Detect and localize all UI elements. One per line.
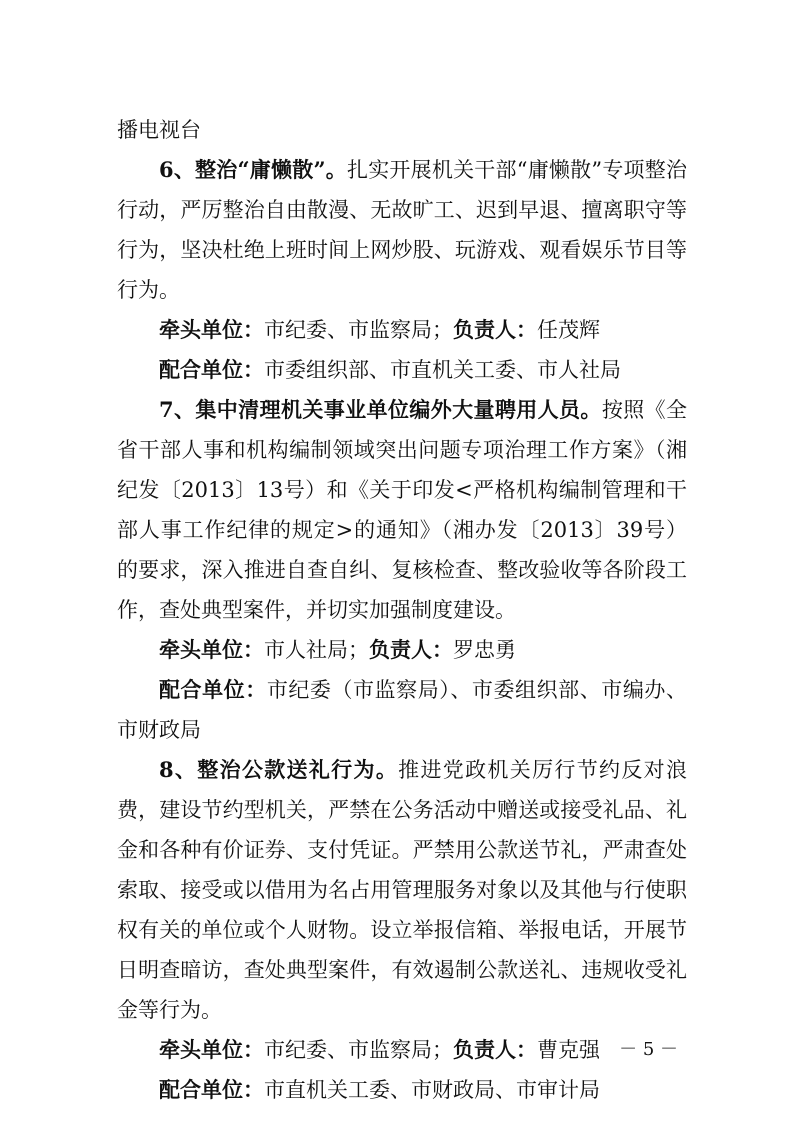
coop-unit-line: [117, 350, 687, 390]
section-body: 推进党政机关厉行节约反对浪费，建设节约型机关，严禁在公务活动中赠送或接受礼品、礼金和各种有价证券、支付凭证。严禁用公款送节礼，严肃查处索取、接受或以借用为名占用管理服务对象以及其他与行使职权有关的单位或个人财物。设立举报信箱、举报电话，开展节日明查暗访，查处典型案件，有效遏制公款送礼、违规收受礼金等行为。: [117, 758, 687, 1022]
lead-unit-label: 牵头单位：: [159, 637, 264, 662]
section-body: 按照《全省干部人事和机构编制领域突出问题专项治理工作方案》（湘纪发〔2013〕13号）和《关于印发<严格机构编制管理和干部人事工作纪律的规定>的通知》（湘办发〔2013〕39号）的要求，深入推进自查自纠、复核检查、整改验收等各阶段工作，查处典型案件，并切实加强制度建设。: [117, 398, 687, 622]
page-number: － 5 －: [619, 1039, 678, 1060]
lead-unit-line: [117, 310, 687, 350]
lead-unit-value: 市纪委、市监察局；: [264, 318, 453, 342]
coop-unit-line: [117, 1070, 687, 1110]
responsible-label: 负责人：: [453, 1037, 537, 1062]
responsible-label: 负责人：: [369, 637, 453, 662]
responsible-value: 罗忠勇: [453, 638, 516, 662]
section-heading: 6、整治“庸懒散”。: [159, 157, 347, 182]
coop-unit-value: 市纪委（市监察局）、市委组织部、市编办、市财政局: [117, 678, 687, 742]
section-8: [117, 750, 687, 1030]
section-heading: 8、整治公款送礼行为。: [159, 757, 399, 782]
coop-unit-label: 配合单位：: [159, 357, 264, 382]
section-7: [117, 390, 687, 630]
responsible-value: 曹克强: [537, 1038, 600, 1062]
responsible-label: 负责人：: [453, 317, 537, 342]
section-body: 扎实开展机关干部“庸懒散”专项整治行动，严厉整治自由散漫、无故旷工、迟到早退、擅离职守等行为，坚决杜绝上班时间上网炒股、玩游戏、观看娱乐节目等行为。: [117, 158, 687, 302]
coop-unit-line: [117, 670, 687, 750]
section-heading: 7、集中清理机关事业单位编外大量聘用人员。: [159, 397, 602, 422]
lead-unit-label: 牵头单位：: [159, 1037, 264, 1062]
lead-unit-line: [117, 630, 687, 670]
coop-unit-value: 市直机关工委、市财政局、市审计局: [264, 1078, 600, 1102]
coop-unit-value: 市委组织部、市直机关工委、市人社局: [264, 358, 621, 382]
continuation-text: 播电视台: [117, 118, 201, 142]
document-body: [117, 110, 687, 1110]
responsible-value: 任茂辉: [537, 318, 600, 342]
lead-unit-label: 牵头单位：: [159, 317, 264, 342]
section-6: [117, 150, 687, 310]
coop-unit-label: 配合单位：: [159, 1077, 264, 1102]
lead-unit-value: 市纪委、市监察局；: [264, 1038, 453, 1062]
lead-unit-value: 市人社局；: [264, 638, 369, 662]
coop-unit-label: 配合单位：: [159, 677, 267, 702]
